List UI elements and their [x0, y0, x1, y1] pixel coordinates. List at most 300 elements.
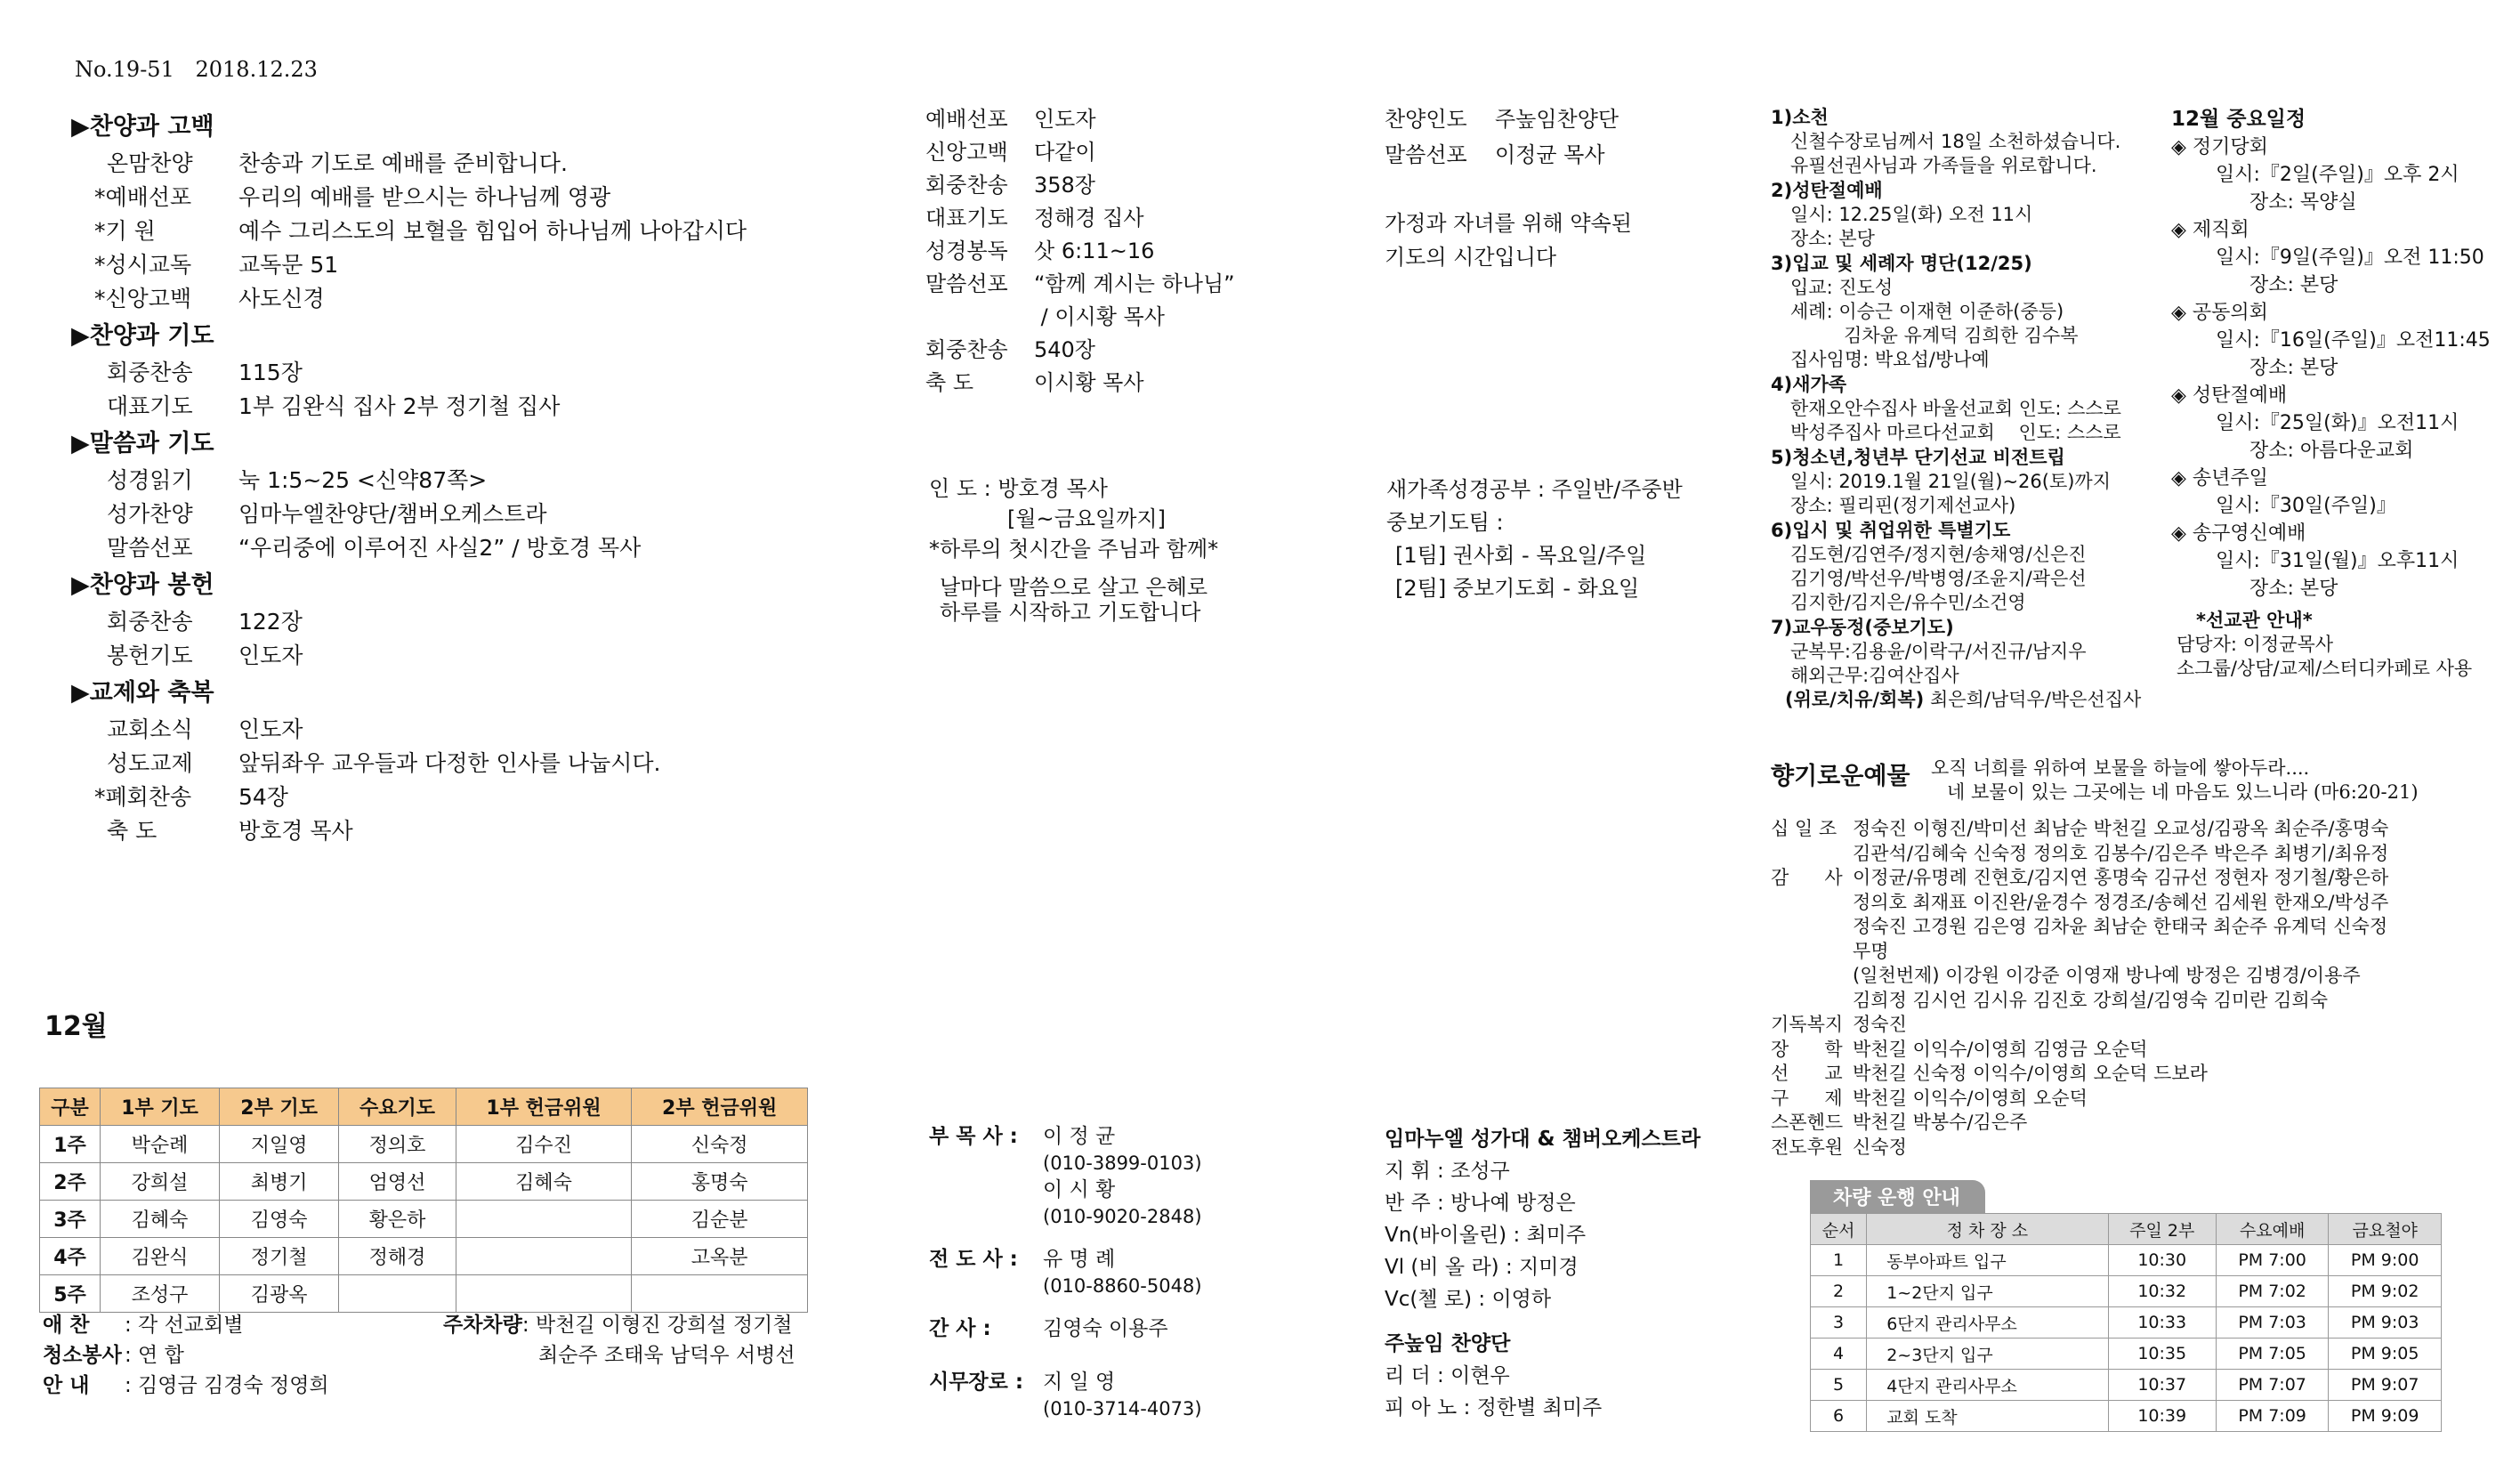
order-label: 대표기도 [107, 393, 193, 419]
order-row [71, 181, 872, 214]
news-title: 7)교우동정(중보기도) [1771, 617, 1954, 638]
order-label: 말씀선포 [925, 271, 1008, 296]
dawn-prayer [929, 473, 1218, 625]
offering-line [1771, 1136, 2509, 1161]
news-line: 군복무:김용윤/이락구/서진규/남지우 [1790, 641, 2087, 662]
car-row [1811, 1276, 2442, 1307]
offering-label: 십 일 조 [1771, 818, 1838, 839]
duty-cell [456, 1238, 632, 1275]
duty-cell: 5주 [40, 1275, 101, 1313]
cleaning-label: 청소봉사 [43, 1344, 122, 1367]
order-value: 122장 [238, 609, 303, 635]
staff-line: 지 일 영 [1043, 1371, 1116, 1394]
offering-line [1771, 866, 2509, 891]
news-title: 4)새가족 [1771, 374, 1847, 395]
choir-accompanist: 반 주 : 방나예 방정은 [1385, 1192, 1576, 1215]
order-row [71, 713, 872, 747]
news-line: 박성주집사 마르다선교회 인도: 스스로 [1790, 422, 2121, 443]
dawn-period: [월~금요일까지] [1007, 506, 1166, 531]
order-row [1385, 101, 1619, 137]
duty-cell: 박순례 [101, 1126, 220, 1163]
order-value: 앞뒤좌우 교우들과 다정한 인사를 나눕시다. [238, 750, 661, 776]
order-row [71, 248, 872, 282]
aechan-label: 애 찬 [43, 1314, 90, 1337]
schedule-place: 장소: 아름다운교회 [2249, 440, 2414, 462]
order-value: 사도신경 [238, 286, 325, 311]
staff-line: (010-3714-4073) [1043, 1398, 1202, 1419]
duty-cell: 3주 [40, 1201, 101, 1238]
choir-title: 임마누엘 성가대 & 챔버오케스트라 [1385, 1128, 1701, 1151]
praise-team-leader: 리 더 : 이현우 [1385, 1364, 1510, 1387]
order-value: / 이시황 목사 [1034, 304, 1165, 329]
car-schedule [1810, 1180, 2442, 1432]
duty-notes [43, 1310, 826, 1401]
order-row [71, 747, 872, 780]
order-label: *신앙고백 [94, 286, 192, 311]
schedule-time: 일시:『25일(화)』오전11시 [2216, 412, 2459, 434]
duty-cell: 2주 [40, 1163, 101, 1201]
duty-cell: 김영숙 [220, 1201, 339, 1238]
news-line: 장소: 필리핀(정기제선교사) [1790, 495, 2016, 516]
section-title: ▶교제와 축복 [71, 679, 214, 707]
issue-number: No.19-51 [75, 57, 174, 82]
offering-text: 정숙진 고경원 김은영 김차윤 최남순 한태국 최순주 유계덕 신숙정 [1853, 916, 2388, 937]
news-line: 김차윤 유계덕 김희한 김수복 [1790, 325, 2079, 346]
aechan-value: : 각 선교회별 [125, 1314, 244, 1337]
news-title: 1)소천 [1771, 107, 1829, 128]
duty-cell: 고옥분 [632, 1238, 808, 1275]
order-label: 성경읽기 [107, 467, 193, 493]
order-value: 인도자 [238, 643, 303, 668]
car-cell: PM 7:03 [2216, 1307, 2329, 1339]
choir-viola: Vl (비 올 라) : 지미경 [1385, 1256, 1579, 1279]
order-label: 말씀선포 [107, 535, 193, 561]
car-cell: PM 9:09 [2329, 1401, 2442, 1432]
order-row [925, 367, 1235, 400]
car-cell: 10:30 [2108, 1245, 2216, 1276]
car-header-cell: 정 차 장 소 [1867, 1214, 2108, 1245]
car-cell: 1~2단지 입구 [1867, 1276, 2108, 1307]
schedule-time: 일시:『2일(주일)』오후 2시 [2216, 164, 2459, 186]
section-title: ▶찬양과 고백 [71, 113, 214, 141]
car-cell: 2~3단지 입구 [1867, 1339, 2108, 1370]
order-value: 방호경 목사 [238, 818, 353, 844]
mission-title: *선교관 안내* [2196, 610, 2313, 631]
car-cell: PM 7:09 [2216, 1401, 2329, 1432]
duty-cell: 강희설 [101, 1163, 220, 1201]
duty-table [39, 1088, 808, 1313]
issue-date: 2018.12.23 [195, 57, 318, 82]
order-row [71, 390, 872, 424]
offering-label: 장 학 [1771, 1038, 1843, 1060]
staff-line: 이 시 황 [1043, 1178, 1116, 1201]
parking-value-2: 최순주 조태욱 남덕우 서병선 [538, 1344, 796, 1367]
duty-cell: 조성구 [101, 1275, 220, 1313]
offering-label: 기독복지 [1771, 1014, 1844, 1035]
choir-cello: Vc(첼 로) : 이영하 [1385, 1288, 1552, 1311]
worship-section [71, 565, 872, 673]
order-value: 인도자 [1034, 107, 1096, 132]
duty-header-cell: 2부 헌금위원 [632, 1088, 808, 1126]
comfort-label: (위로/치유/회복) [1785, 689, 1925, 710]
order-row [71, 531, 872, 565]
car-cell: 3 [1811, 1307, 1867, 1339]
duty-header-cell: 수요기도 [339, 1088, 456, 1126]
car-header-cell: 수요예배 [2216, 1214, 2329, 1245]
order-row [925, 103, 1235, 136]
car-row [1811, 1307, 2442, 1339]
schedule-time: 일시:『9일(주일)』오전 11:50 [2216, 247, 2484, 269]
schedule-item: ◈ 성탄절예배 [2171, 384, 2288, 407]
order-label: *성시교독 [94, 252, 192, 278]
order-label: 말씀선포 [1385, 142, 1467, 167]
duty-cell [339, 1275, 456, 1313]
order-label: 대표기도 [925, 206, 1008, 231]
offering-text: 박천길 이익수/이영희 김영금 오순덕 [1853, 1038, 2148, 1060]
duty-cell: 김혜숙 [101, 1201, 220, 1238]
staff-label: 시무장로 : [929, 1371, 1024, 1394]
duty-cell: 지일영 [220, 1126, 339, 1163]
car-header-cell: 금요철야 [2329, 1214, 2442, 1245]
order-value: 이정균 목사 [1495, 142, 1605, 167]
offering-text: 박천길 신숙정 이익수/이영희 오순덕 드보라 [1853, 1063, 2208, 1084]
order-label: 성도교제 [107, 750, 193, 776]
offering-text: 신숙정 [1853, 1136, 1907, 1158]
car-cell: 4단지 관리사무소 [1867, 1370, 2108, 1401]
news-line: 해외근무:김여산집사 [1790, 665, 1959, 686]
schedule-item: ◈ 송구영신예배 [2171, 522, 2306, 545]
staff-names [1043, 1123, 1202, 1230]
offering-label: 선 교 [1771, 1063, 1843, 1084]
staff-entry [929, 1123, 1202, 1230]
issue-header [75, 57, 318, 82]
church-news [1771, 105, 2180, 712]
duty-cell: 최병기 [220, 1163, 339, 1201]
offering-text: 박천길 박봉수/김은주 [1853, 1112, 2028, 1133]
offering-label: 전도후원 [1771, 1136, 1844, 1158]
car-cell: PM 9:00 [2329, 1245, 2442, 1276]
guide-label: 안 내 [43, 1374, 90, 1397]
staff-line: 김영숙 이용주 [1043, 1317, 1168, 1340]
car-cell: PM 9:07 [2329, 1370, 2442, 1401]
offering-label: 구 제 [1771, 1087, 1843, 1109]
parking-value: : 박천길 이형진 강희설 정기철 [521, 1314, 793, 1337]
duty-header-cell: 1부 기도 [101, 1088, 220, 1126]
choir-violin: Vn(바이올린) : 최미주 [1385, 1224, 1587, 1247]
mission-line: 소그룹/상담/교제/스터디카페로 사용 [2177, 658, 2473, 679]
newfamily-intercession [1386, 473, 1683, 605]
news-title: 5)청소년,청년부 단기선교 비전트립 [1771, 447, 2065, 468]
car-title: 차량 운행 안내 [1810, 1180, 1985, 1213]
staff-line: (010-3899-0103) [1043, 1153, 1202, 1174]
duty-cell: 정해경 [339, 1238, 456, 1275]
news-line: 신철수장로님께서 18일 소천하셨습니다. [1790, 131, 2121, 152]
car-cell: 10:33 [2108, 1307, 2216, 1339]
order-row [71, 214, 872, 248]
duty-cell [456, 1275, 632, 1313]
intercession-team-2: [2팀] 중보기도회 - 화요일 [1395, 576, 1640, 601]
offering-text: 김관석/김혜숙 신숙정 정의호 김봉수/김은주 박은주 최병기/최유정 [1853, 842, 2389, 864]
news-line: 입교: 진도성 [1790, 277, 1894, 298]
staff-label: 부 목 사 : [929, 1125, 1018, 1148]
staff-label: 전 도 사 : [929, 1248, 1018, 1271]
offering-verse-1: 오직 너희를 위하여 보물을 하늘에 쌓아두라.... [1931, 757, 2310, 779]
offering-list [1771, 817, 2509, 1160]
dawn-motto: *하루의 첫시간을 주님과 함께* [929, 537, 1219, 562]
family-prayer [1385, 206, 1632, 274]
news-line: 세례: 이승근 이재현 이준하(중등) [1790, 301, 2064, 322]
news-line: 일시: 2019.1월 21일(월)~26(토)까지 [1790, 471, 2112, 492]
order-label: 봉헌기도 [107, 643, 193, 668]
order-row [71, 147, 872, 181]
car-cell: 10:37 [2108, 1370, 2216, 1401]
duty-cell: 김수진 [456, 1126, 632, 1163]
duty-row [40, 1238, 808, 1275]
order-value: 다같이 [1034, 140, 1096, 165]
news-title: 6)입시 및 취업위한 특별기도 [1771, 520, 2011, 541]
offering-line [1771, 915, 2509, 940]
schedule-time: 일시:『16일(주일)』오전11:45 [2216, 329, 2491, 352]
duty-header-cell: 2부 기도 [220, 1088, 339, 1126]
schedule-place: 장소: 본당 [2249, 274, 2338, 296]
news-line: 장소: 본당 [1790, 228, 1875, 249]
order-label: *예배선포 [94, 184, 192, 210]
offering-verse-2: 네 보물이 있는 그곳에는 네 마음도 있느니라 (마6:20-21) [1947, 781, 2419, 803]
duty-row [40, 1275, 808, 1313]
duty-cell: 정기철 [220, 1238, 339, 1275]
order-value: 주높임찬양단 [1495, 107, 1619, 132]
car-cell: PM 7:07 [2216, 1370, 2329, 1401]
schedule-item: ◈ 송년주일 [2171, 467, 2268, 489]
second-service-order [925, 103, 1235, 400]
duty-row [40, 1201, 808, 1238]
offering-label [1771, 891, 1853, 916]
order-value: 인도자 [238, 716, 303, 742]
order-label: 온맘찬양 [107, 150, 193, 176]
duty-cell: 김완식 [101, 1238, 220, 1275]
order-value: 찬송과 기도로 예배를 준비합니다. [238, 150, 568, 176]
car-header-cell: 순서 [1811, 1214, 1867, 1245]
schedule-item: ◈ 공동의회 [2171, 302, 2268, 324]
order-label: *폐회찬송 [94, 784, 192, 810]
offering-line [1771, 989, 2509, 1014]
family-prayer-line-1: 가정과 자녀를 위해 약속된 [1385, 211, 1632, 236]
order-label [925, 301, 1034, 334]
order-row [71, 497, 872, 531]
duty-cell: 엄영선 [339, 1163, 456, 1201]
order-value: 115장 [238, 360, 303, 385]
order-row [925, 136, 1235, 169]
car-row [1811, 1401, 2442, 1432]
section-title: ▶말씀과 기도 [71, 430, 214, 457]
dawn-text-2: 하루를 시작하고 기도합니다 [940, 600, 1201, 625]
order-value: 1부 김완식 집사 2부 정기철 집사 [238, 393, 561, 419]
staff-line: (010-9020-2848) [1043, 1206, 1202, 1227]
order-label: 찬양인도 [1385, 107, 1467, 132]
offering-text: 정의호 최재표 이진완/윤경수 정경조/송혜선 김세원 한재오/박성주 [1853, 891, 2389, 913]
order-value: 이시황 목사 [1034, 370, 1144, 395]
schedule-place: 장소: 본당 [2249, 357, 2338, 379]
offering-line [1771, 1062, 2509, 1087]
schedule-item: ◈ 정기당회 [2171, 136, 2268, 158]
order-value: 358장 [1034, 173, 1095, 198]
order-label: 예배선포 [925, 107, 1008, 132]
staff-line: 이 정 균 [1043, 1125, 1116, 1148]
order-value: 54장 [238, 784, 288, 810]
order-label: 교회소식 [107, 716, 193, 742]
section-title: ▶찬양과 봉헌 [71, 571, 214, 599]
schedule-place: 장소: 목양실 [2249, 191, 2357, 214]
car-row [1811, 1339, 2442, 1370]
order-row [925, 169, 1235, 202]
praise-team-title: 주높임 찬양단 [1385, 1332, 1511, 1355]
news-line: 김기영/박선우/박병영/조윤지/곽은선 [1790, 568, 2087, 589]
order-value: 눅 1:5~25 <신약87쪽> [238, 467, 488, 493]
car-cell: 10:39 [2108, 1401, 2216, 1432]
comfort-line [1771, 688, 2180, 712]
month-label: 12월 [44, 1011, 108, 1042]
car-row [1811, 1245, 2442, 1276]
order-value: 우리의 예배를 받으시는 하나님께 영광 [238, 184, 611, 210]
staff-list [929, 1123, 1202, 1422]
offering-label [1771, 915, 1853, 940]
offering-line [1771, 891, 2509, 916]
car-cell: 1 [1811, 1245, 1867, 1276]
order-row [925, 235, 1235, 268]
car-header-cell: 주일 2부 [2108, 1214, 2216, 1245]
duty-cell: 김순분 [632, 1201, 808, 1238]
car-cell: 6단지 관리사무소 [1867, 1307, 2108, 1339]
offering-label [1771, 989, 1853, 1014]
offering-line [1771, 964, 2509, 989]
staff-names [1043, 1315, 1168, 1342]
car-table-header [1811, 1214, 2442, 1245]
order-label: 축 도 [925, 370, 973, 395]
offering-text: 박천길 이익수/이영희 오순덕 [1853, 1087, 2088, 1109]
offering-title: 향기로운예물 [1771, 763, 1910, 790]
order-row [71, 356, 872, 390]
order-row [925, 301, 1235, 334]
news-line: 일시: 12.25일(화) 오전 11시 [1790, 204, 2033, 225]
duty-row [40, 1126, 808, 1163]
order-value: 예수 그리스도의 보혈을 힘입어 하나님께 나아갑시다 [238, 218, 747, 244]
schedule-time: 일시:『31일(월)』오후11시 [2216, 550, 2459, 572]
offering-line [1771, 940, 2509, 965]
praise-service-order [1385, 101, 1619, 173]
duty-cell: 김광옥 [220, 1275, 339, 1313]
choir-conductor: 지 휘 : 조성구 [1385, 1160, 1510, 1183]
order-row [925, 268, 1235, 301]
order-label: 축 도 [107, 818, 158, 844]
order-value: 임마누엘찬양단/챔버오케스트라 [238, 501, 547, 527]
offering-line [1771, 1111, 2509, 1136]
december-schedule [2171, 105, 2509, 681]
offering-line [1771, 1087, 2509, 1112]
order-row [925, 334, 1235, 367]
order-value: 540장 [1034, 337, 1095, 362]
order-value: 삿 6:11~16 [1034, 239, 1155, 263]
order-label: 신앙고백 [925, 140, 1008, 165]
car-cell: 4 [1811, 1339, 1867, 1370]
order-label: 성가찬양 [107, 501, 193, 527]
order-row [925, 202, 1235, 235]
news-title: 3)입교 및 세례자 명단(12/25) [1771, 253, 2032, 274]
staff-names [1043, 1369, 1202, 1422]
offering-line [1771, 817, 2509, 842]
car-cell: PM 9:03 [2329, 1307, 2442, 1339]
duty-cell: 홍명숙 [632, 1163, 808, 1201]
dawn-text-1: 날마다 말씀으로 살고 은혜로 [940, 575, 1208, 600]
car-row [1811, 1370, 2442, 1401]
car-cell: PM 7:02 [2216, 1276, 2329, 1307]
comfort-value: 최은희/남덕우/박은선집사 [1929, 689, 2142, 710]
news-line: 한재오안수집사 바울선교회 인도: 스스로 [1790, 398, 2121, 419]
newfamily-study: 새가족성경공부 : 주일반/주중반 [1386, 477, 1683, 502]
order-row [1385, 137, 1619, 173]
offering-label: 스폰헨드 [1771, 1112, 1844, 1133]
news-line: 집사임명: 박요섭/방나예 [1790, 349, 1990, 370]
order-label: 성경봉독 [925, 239, 1008, 263]
car-cell: 교회 도착 [1867, 1401, 2108, 1432]
car-cell: PM 7:00 [2216, 1245, 2329, 1276]
order-row [71, 605, 872, 639]
news-line: 유필선권사님과 가족들을 위로합니다. [1790, 155, 2097, 176]
car-table [1810, 1213, 2442, 1432]
duty-cell: 황은하 [339, 1201, 456, 1238]
duty-table-header [40, 1088, 808, 1126]
duty-cell [456, 1201, 632, 1238]
order-label: 회중찬송 [925, 337, 1008, 362]
car-cell: 5 [1811, 1370, 1867, 1401]
staff-entry [929, 1369, 1202, 1422]
staff-line: 유 명 례 [1043, 1248, 1116, 1271]
duty-header-cell: 구분 [40, 1088, 101, 1126]
staff-entry [929, 1246, 1202, 1299]
duty-cell: 신숙정 [632, 1126, 808, 1163]
offering-line [1771, 842, 2509, 867]
guide-value: : 김영금 김경숙 정영희 [125, 1374, 329, 1397]
order-row [71, 780, 872, 814]
order-row [71, 464, 872, 497]
family-prayer-line-2: 기도의 시간입니다 [1385, 245, 1557, 270]
offering-text: 무명 [1853, 940, 1889, 962]
order-row [71, 639, 872, 673]
duty-cell: 4주 [40, 1238, 101, 1275]
duty-row [40, 1163, 808, 1201]
duty-cell: 김혜숙 [456, 1163, 632, 1201]
staff-line: (010-8860-5048) [1043, 1275, 1202, 1297]
order-label: 회중찬송 [925, 173, 1008, 198]
order-value: 교독문 51 [238, 252, 339, 278]
car-cell: 10:32 [2108, 1276, 2216, 1307]
intercession-team: 중보기도팀 : [1386, 510, 1504, 535]
car-cell: 10:35 [2108, 1339, 2216, 1370]
news-title: 2)성탄절예배 [1771, 180, 1883, 201]
car-cell: PM 9:02 [2329, 1276, 2442, 1307]
offering-text: 이정균/유명례 진현호/김지연 홍명숙 김규선 정현자 정기철/황은하 [1853, 867, 2389, 888]
main-service-order [71, 107, 872, 848]
order-label: *기 원 [94, 218, 156, 244]
duty-cell: 1주 [40, 1126, 101, 1163]
schedule-time: 일시:『30일(주일)』 [2216, 495, 2396, 517]
order-value: “함께 계시는 하나님” [1034, 271, 1235, 296]
order-label: 회중찬송 [107, 609, 193, 635]
order-value: “우리중에 이루어진 사실2” / 방호경 목사 [238, 535, 642, 561]
news-line: 김도현/김연주/정지현/송채영/신은진 [1790, 544, 2087, 565]
offering-line [1771, 1013, 2509, 1038]
schedule-title: 12월 중요일정 [2171, 108, 2306, 131]
section-title: ▶찬양과 기도 [71, 322, 214, 350]
